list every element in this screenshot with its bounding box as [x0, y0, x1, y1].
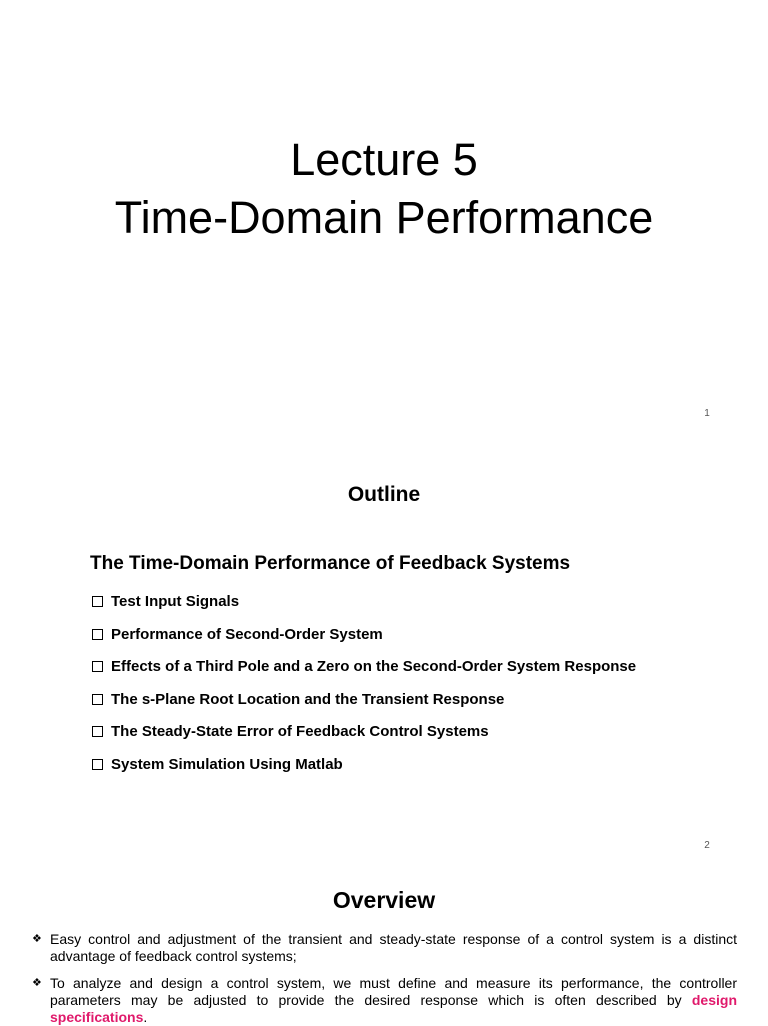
list-item	[92, 657, 636, 690]
overview-item	[32, 975, 737, 1026]
lecture-subtitle: Time-Domain Performance	[114, 192, 654, 243]
list-item-label: Performance of Second-Order System	[111, 625, 383, 643]
checkbox-bullet-icon	[92, 694, 103, 705]
page-number: 2	[704, 840, 710, 851]
diamond-bullet-icon: ❖	[32, 977, 42, 989]
checkbox-bullet-icon	[92, 661, 103, 672]
outline-list	[92, 592, 636, 788]
overview-heading: Overview	[332, 887, 436, 913]
slide-1	[0, 0, 768, 432]
checkbox-bullet-icon	[92, 759, 103, 770]
checkbox-bullet-icon	[92, 629, 103, 640]
list-item	[92, 690, 636, 723]
slide-2	[0, 432, 768, 864]
outline-subheading: The Time-Domain Performance of Feedback Systems	[90, 553, 571, 574]
checkbox-bullet-icon	[92, 596, 103, 607]
outline-heading: Outline	[347, 483, 421, 506]
list-item	[92, 722, 636, 755]
list-item-label: The Steady-State Error of Feedback Control Systems	[111, 723, 489, 741]
list-item	[92, 755, 636, 788]
overview-item	[32, 931, 737, 965]
design-specifications-highlight: design specifications	[50, 992, 737, 1025]
overview-item-text: Easy control and adjustment of the transient and steady-state response of a control system is a distinct advantage of feedback control systems;	[50, 931, 737, 964]
overview-item-text	[50, 975, 737, 1026]
list-item-label: Effects of a Third Pole and a Zero on the Second-Order System Response	[111, 658, 637, 676]
slide-3	[0, 864, 768, 1024]
checkbox-bullet-icon	[92, 726, 103, 737]
overview-item-text-prefix: To analyze and design a control system, we must define and measure its performance, the controller parameters may be adjusted to provide the desired response which is often described by	[50, 975, 737, 1008]
page-number: 1	[704, 408, 710, 419]
list-item	[92, 625, 636, 658]
list-item-label: The s-Plane Root Location and the Transient Response	[111, 690, 505, 708]
list-item-label: System Simulation Using Matlab	[111, 755, 343, 773]
lecture-title: Lecture 5	[290, 134, 478, 185]
list-item-label: Test Input Signals	[111, 593, 240, 610]
list-item	[92, 592, 636, 625]
overview-item-text-suffix: .	[143, 1009, 148, 1025]
diamond-bullet-icon: ❖	[32, 933, 42, 945]
